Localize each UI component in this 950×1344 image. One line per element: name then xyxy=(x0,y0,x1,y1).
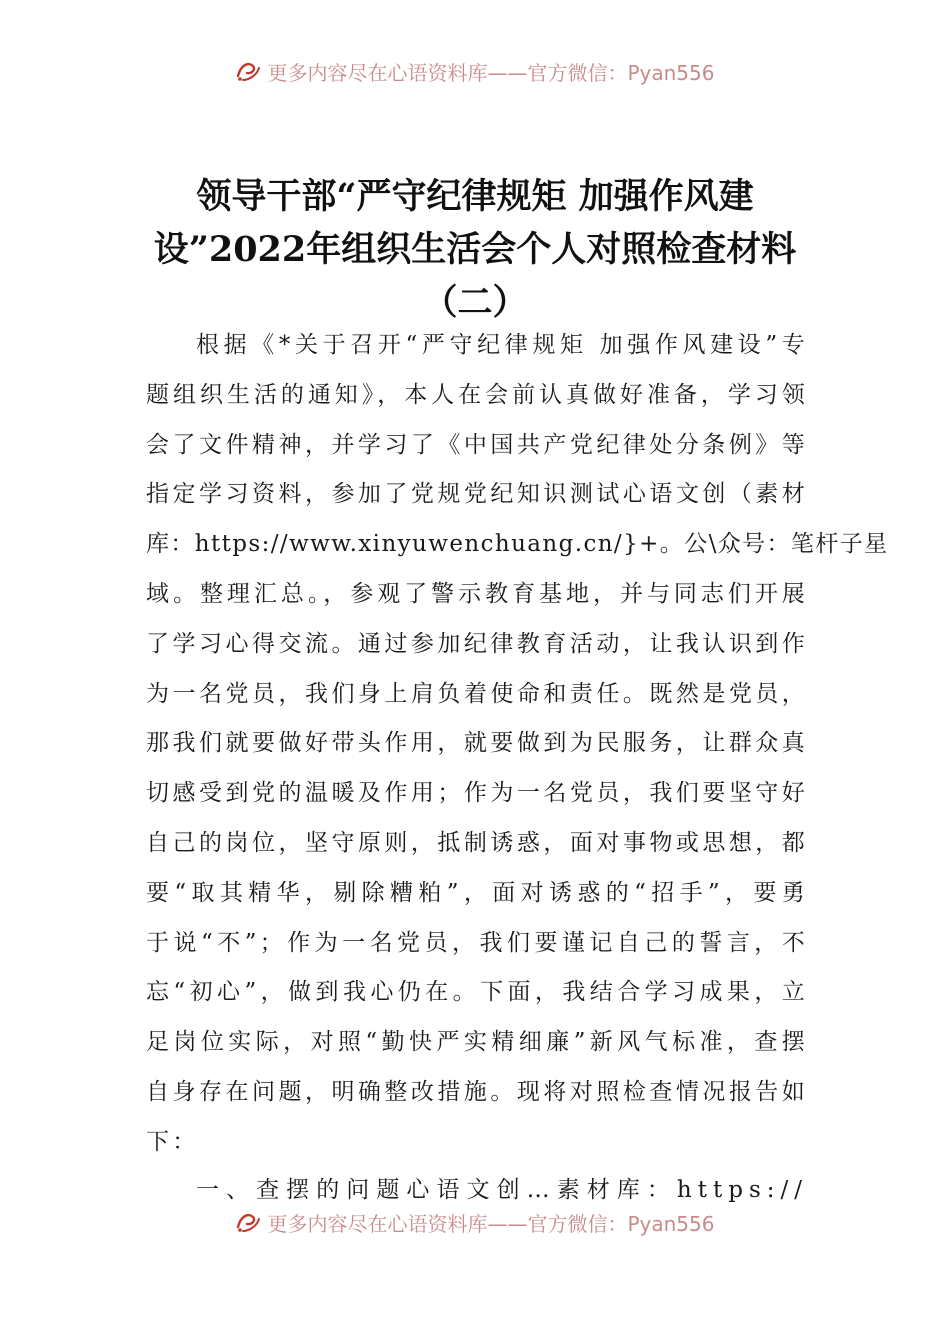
brand-logo-icon xyxy=(235,60,261,82)
section-heading: 一、查摆的问题心语文创…素材库：https:// xyxy=(196,1177,808,1203)
body-line: 那我们就要做好带头作用，就要做到为民服务，让群众真 xyxy=(146,730,808,757)
body-line: 指定学习资料，参加了党规党纪知识测试心语文创（素材 xyxy=(146,481,808,508)
watermark-text: 更多内容尽在心语资料库——官方微信：Pyan556 xyxy=(267,60,715,85)
body-line: 域。整理汇总。，参观了警示教育基地，并与同志们开展 xyxy=(146,580,808,607)
footer-watermark xyxy=(0,1207,950,1237)
body-paragraph xyxy=(146,321,889,1168)
body-line: 忘“初心”，做到我心仍在。下面，我结合学习成果，立 xyxy=(146,979,808,1006)
body-line: 下： xyxy=(146,1128,199,1155)
watermark-text: 更多内容尽在心语资料库——官方微信：Pyan556 xyxy=(267,1211,715,1236)
body-line: 要“取其精华，剔除糟粕”，面对诱惑的“招手”，要勇 xyxy=(146,879,808,906)
brand-logo-icon xyxy=(235,1211,261,1233)
title-line-1: 领导干部“严守纪律规矩 加强作风建 xyxy=(196,176,754,217)
body-line: 会了文件精神，并学习了《中国共产党纪律处分条例》等 xyxy=(146,431,808,458)
header-watermark xyxy=(0,56,950,86)
body-line: 了学习心得交流。通过参加纪律教育活动，让我认识到作 xyxy=(146,630,808,657)
body-line: 题组织生活的通知》，本人在会前认真做好准备，学习领 xyxy=(146,381,808,408)
body-line: 根据《*关于召开“严守纪律规矩 加强作风建设”专 xyxy=(196,332,808,358)
body-line: 自身存在问题，明确整改措施。现将对照检查情况报告如 xyxy=(146,1078,808,1105)
body-line: 切感受到党的温暖及作用；作为一名党员，我们要坚守好 xyxy=(146,780,808,807)
body-line: 自己的岗位，坚守原则，抵制诱惑，面对事物或思想，都 xyxy=(146,829,808,856)
body-line: 为一名党员，我们身上肩负着使命和责任。既然是党员， xyxy=(146,680,808,707)
title-line-3: （二） xyxy=(422,282,528,323)
body-line: 足岗位实际，对照“勤快严实精细廉”新风气标准，查摆 xyxy=(146,1029,808,1056)
body-line: 库：https://www.xinyuwenchuang.cn/}+。公\众号：笔杆子星 xyxy=(146,531,889,558)
document-title xyxy=(140,170,810,329)
body-line: 于说“不”；作为一名党员，我们要谨记自己的誓言，不 xyxy=(146,929,808,956)
title-line-2: 设”2022年组织生活会个人对照检查材料 xyxy=(153,229,797,270)
